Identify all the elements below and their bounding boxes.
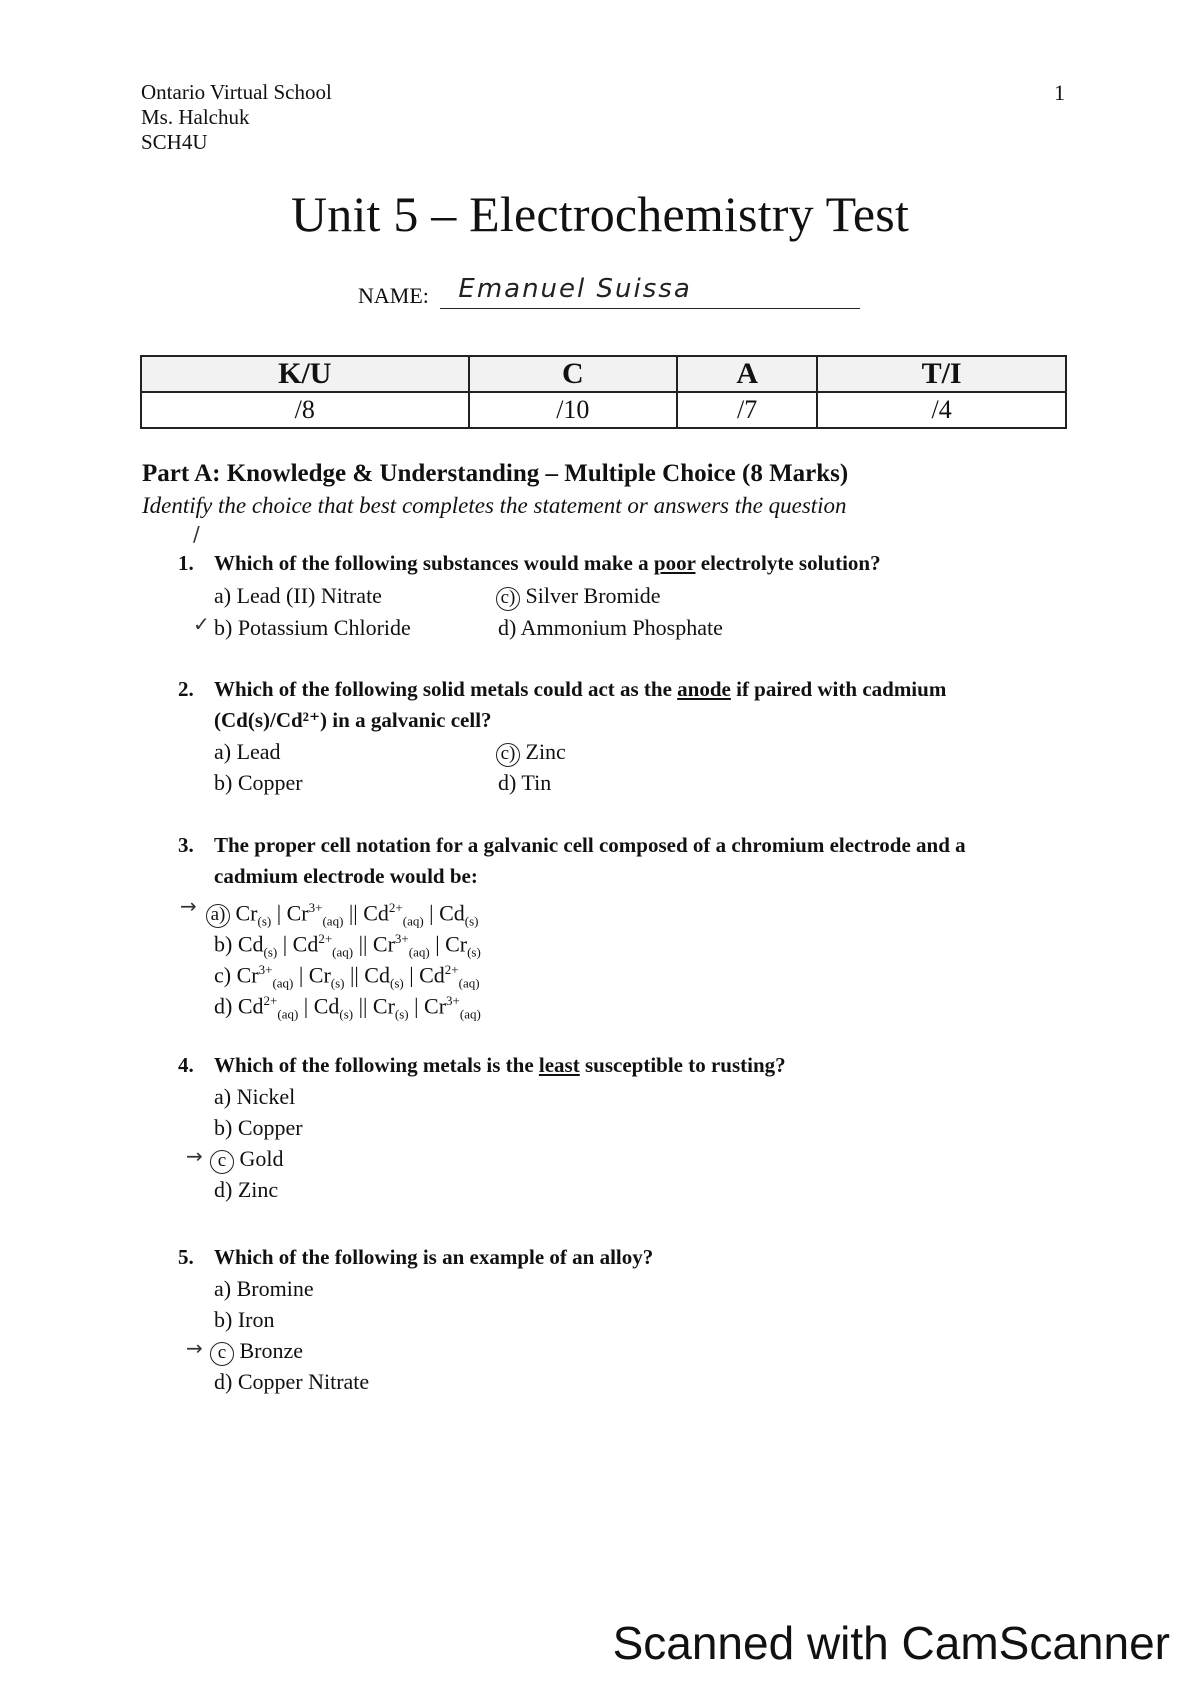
marks-value-row [141,392,1066,428]
question-3-line2: cadmium electrode would be: [214,864,478,888]
name-field [358,274,860,309]
name-label: NAME: [358,283,429,308]
q5-option-a: a) Bromine [214,1276,314,1301]
marks-header-ku: K/U [141,356,469,392]
tick-mark-icon: / [193,522,200,546]
q2-option-a: a) Lead [214,739,281,764]
q5-option-b: b) Iron [214,1307,275,1332]
circled-answer: c [210,1150,234,1174]
arrow-mark-icon: → [180,894,197,918]
q4-option-b: b) Copper [214,1115,303,1140]
q1-option-b: b) Potassium Chloride [214,615,411,640]
marks-value-ti: /4 [817,392,1066,428]
q3-option-a: a) $Cr_{(s)}$ | $Cr^{3+}_{(aq)}$ || $Cd^{2+}_{(aq)}$ | $Cd_{(s)}$ [206,892,478,937]
arrow-mark-icon: → [186,1336,203,1360]
q4-option-c: c Gold [210,1143,284,1174]
course-code: SCH4U [141,130,208,154]
checkmark-icon: ✓ [193,612,210,636]
circled-answer: c [210,1342,234,1366]
marks-table [140,355,1067,429]
part-a-instructions: Identify the choice that best completes the statement or answers the question [142,493,847,518]
marks-value-a: /7 [677,392,817,428]
circled-answer: c) [496,743,520,767]
q4-option-a: a) Nickel [214,1084,296,1109]
arrow-mark-icon: → [186,1144,203,1168]
q3-option-d: d) $Cd^{2+}_{(aq)}$ | $Cd_{(s)}$ || $Cr_{(s)}$ | $Cr^{3+}_{(aq)}$ [214,993,481,1022]
question-2: 2. Which of the following solid metals could act as the anode if paired with cadmium [178,677,947,701]
q2-option-d: d) Tin [498,770,552,795]
name-line [440,274,860,309]
q3-option-b: b) $Cd_{(s)}$ | $Cd^{2+}_{(aq)}$ || $Cr^{3+}_{(aq)}$ | $Cr_{(s)}$ [214,931,481,960]
marks-value-c: /10 [469,392,678,428]
q1-option-c: c) Silver Bromide [496,580,661,611]
scanner-watermark: Scanned with CamScanner [612,1617,1170,1669]
q3-option-c: c) $Cr^{3+}_{(aq)}$ | $Cr_{(s)}$ || $Cd_{(s)}$ | $Cd^{2+}_{(aq)}$ [214,962,480,991]
q1-option-d: d) Ammonium Phosphate [498,615,723,640]
q5-option-c: c Bronze [210,1335,303,1366]
marks-header-c: C [469,356,678,392]
circled-answer: c) [496,587,520,611]
marks-header-a: A [677,356,817,392]
question-2-line2: (Cd(s)/Cd²⁺) in a galvanic cell? [214,708,492,732]
q2-option-b: b) Copper [214,770,303,795]
q4-option-d: d) Zinc [214,1177,279,1202]
q2-option-c: c) Zinc [496,736,566,767]
page-title: Unit 5 – Electrochemistry Test [290,186,910,242]
question-3: 3. The proper cell notation for a galvanic cell composed of a chromium electrode and a [178,833,966,857]
marks-header-row [141,356,1066,392]
marks-value-ku: /8 [141,392,469,428]
question-number: 1. [178,551,194,575]
q5-option-d: d) Copper Nitrate [214,1369,370,1394]
teacher-name: Ms. Halchuk [141,105,250,129]
marks-header-ti: T/I [817,356,1066,392]
q1-option-a: a) Lead (II) Nitrate [214,583,382,608]
question-5: 5. Which of the following is an example of an alloy? [178,1245,654,1269]
page-number: 1 [1054,80,1065,105]
name-handwritten: Emanuel Suissa [458,274,692,304]
school-name: Ontario Virtual School [141,80,332,104]
part-a-title: Part A: Knowledge & Understanding – Multiple Choice (8 Marks) [142,460,849,487]
question-4: 4. Which of the following metals is the least susceptible to rusting? [178,1053,786,1077]
question-1: 1. Which of the following substances would make a poor electrolyte solution? [178,548,881,579]
circled-answer: a) [206,904,230,928]
